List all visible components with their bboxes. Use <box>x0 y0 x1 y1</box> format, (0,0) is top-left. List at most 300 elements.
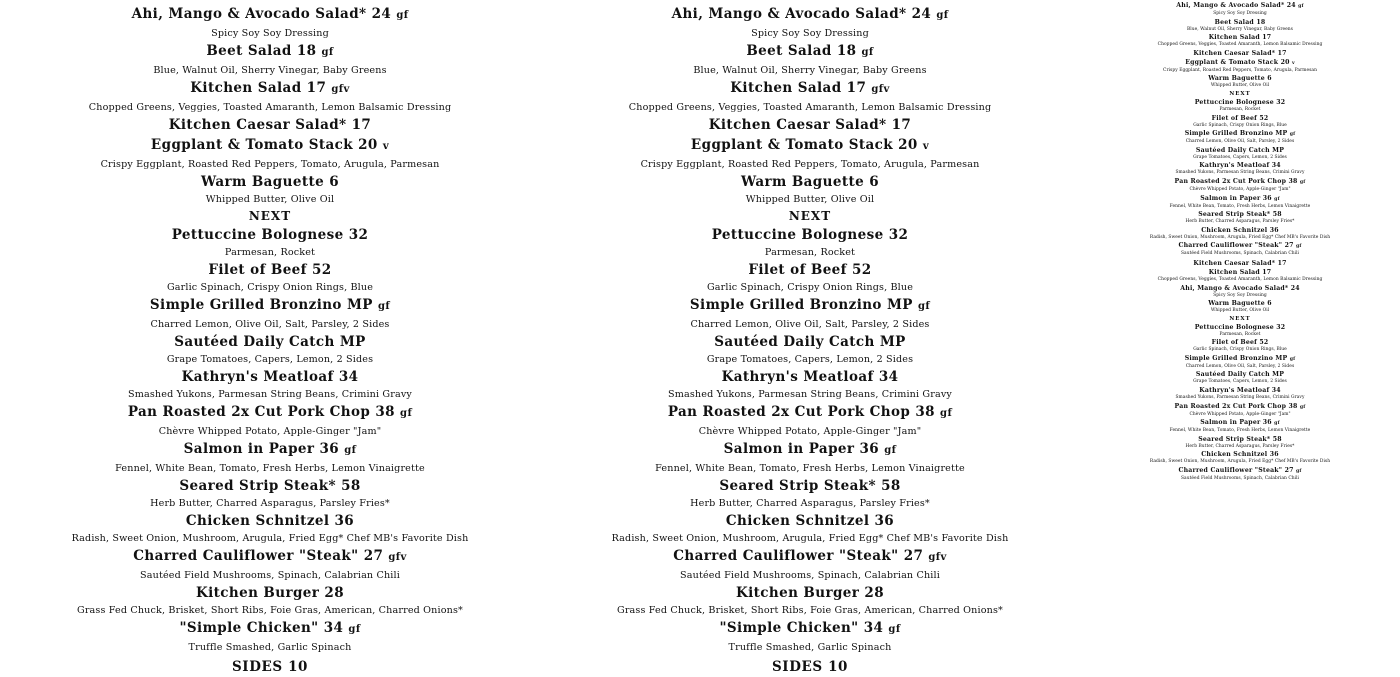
menu-item-label: Salmon in Paper <box>1200 194 1261 202</box>
menu-item-name <box>1084 98 1396 107</box>
menu-item-label: Ahi, Mango & Avocado Salad* <box>1176 2 1285 9</box>
menu-item-description: Spicy Soy Soy Dressing <box>1213 292 1267 298</box>
menu-item-name <box>8 402 532 424</box>
menu-item-name <box>548 439 1072 461</box>
menu-item-description: Garlic Spinach, Crispy Onion Rings, Blue <box>706 282 914 293</box>
menu-item-price: 20 <box>358 137 378 153</box>
menu-item <box>548 476 1072 511</box>
menu-item-name <box>8 367 532 387</box>
menu-item-price: 17 <box>846 80 867 96</box>
menu-column-middle <box>540 0 1080 675</box>
menu-item-description: Crispy Eggplant, Roasted Red Peppers, Tomato, Arugula, Parmesan <box>1163 67 1317 73</box>
menu-item <box>548 4 1072 41</box>
menu-item-description: Grape Tomatoes, Capers, Lemon, 2 Sides <box>1193 379 1287 385</box>
menu-item-description: Chèvre Whipped Potato, Apple-Ginger "Jam" <box>1189 411 1291 417</box>
menu-item-price: 17 <box>1262 268 1272 276</box>
menu-item-name <box>548 332 1072 352</box>
menu-item-description: Chopped Greens, Veggies, Toasted Amaranth, Lemon Balsamic Dressing <box>1157 42 1323 48</box>
menu-item-name <box>8 78 532 100</box>
menu-item-price: 27 <box>1284 467 1294 475</box>
menu-item-description: Radish, Sweet Onion, Mushroom, Arugula, Fried Egg* Chef MB's Favorite Dish <box>71 533 469 544</box>
menu-item <box>8 295 532 332</box>
menu-item-price: 32 <box>888 227 909 243</box>
menu-item <box>8 511 532 546</box>
menu-item-unit: gf <box>331 84 344 95</box>
menu-item-label: Beet Salad <box>746 43 832 59</box>
menu-item <box>1084 402 1396 419</box>
menu-item-label: Pettuccine Bolognese <box>711 227 884 243</box>
menu-item <box>8 618 532 655</box>
menu-item-name <box>8 546 532 568</box>
menu-item-price: MP <box>346 297 373 313</box>
menu-section-next: NEXT <box>1229 90 1251 97</box>
menu-item-description: Grape Tomatoes, Capers, Lemon, 2 Sides <box>166 354 374 365</box>
menu-item-label: Simple Grilled Bronzino <box>149 297 342 313</box>
menu-item-price: 36 <box>859 441 880 457</box>
menu-item-label: Kathryn's Meatloaf <box>721 369 874 385</box>
menu-item <box>548 546 1072 583</box>
menu-item-price: MP <box>1275 130 1288 138</box>
menu-item-label: Pettuccine Bolognese <box>1194 323 1274 331</box>
menu-item <box>548 367 1072 402</box>
menu-item <box>1084 58 1396 75</box>
menu-item-name <box>1084 194 1396 204</box>
menu-item-price: 17 <box>891 117 912 133</box>
menu-item-description: Crispy Eggplant, Roasted Red Peppers, Tomato, Arugula, Parmesan <box>640 159 980 170</box>
menu-item-label: Charred Cauliflower "Steak" <box>673 548 899 564</box>
menu-item-price: 18 <box>296 43 317 59</box>
menu-item <box>8 476 532 511</box>
menu-item <box>1084 114 1396 130</box>
menu-item-price: MP <box>1275 354 1288 362</box>
menu-item-price: 17 <box>1277 49 1287 57</box>
menu-item <box>548 402 1072 439</box>
menu-item-unit: gf <box>1289 356 1296 362</box>
menu-section-next: NEXT <box>248 209 292 223</box>
menu-item-label: Beet Salad <box>206 43 292 59</box>
menu-item-price: 38 <box>375 404 395 420</box>
menu-item <box>1084 194 1396 211</box>
menu-item <box>8 135 532 172</box>
menu-item <box>8 367 532 402</box>
menu-item <box>8 583 532 618</box>
menu-item-description: Radish, Sweet Onion, Mushroom, Arugula, Fried Egg* Chef MB's Favorite Dish <box>1149 459 1331 465</box>
menu-item-label: Filet of Beef <box>208 262 307 278</box>
menu-item-label: Ahi, Mango & Avocado Salad* <box>671 6 907 22</box>
menu-item-price: 20 <box>1280 58 1290 66</box>
menu-item-vegetarian-mark: v <box>940 552 947 563</box>
menu-item-unit: gf <box>940 408 953 419</box>
menu-item <box>8 332 532 367</box>
menu-item-label: Ahi, Mango & Avocado Salad* <box>131 6 367 22</box>
menu-item-vegetarian-mark: v <box>400 552 407 563</box>
menu-item-description: Charred Lemon, Olive Oil, Salt, Parsley, 2 Sides <box>1185 363 1295 369</box>
menu-item-description: Whipped Butter, Olive Oil <box>1210 83 1270 89</box>
menu-item-name <box>1084 1 1396 11</box>
menu-item-unit: gf <box>1299 404 1306 410</box>
menu-item <box>1084 74 1396 90</box>
menu-item-price: 58 <box>341 478 361 494</box>
menu-item-name <box>1084 18 1396 27</box>
menu-item-price: 38 <box>915 404 935 420</box>
menu-item-label: Eggplant & Tomato Stack <box>690 137 894 153</box>
menu-item-label: Simple Grilled Bronzino <box>689 297 882 313</box>
menu-item-vegetarian-mark: v <box>343 84 350 95</box>
menu-item-description: Crispy Eggplant, Roasted Red Peppers, Tomato, Arugula, Parmesan <box>100 159 440 170</box>
menu-item-price: 58 <box>1272 435 1282 443</box>
menu-item-label: Kathryn's Meatloaf <box>1199 387 1270 395</box>
menu-item-price: 34 <box>338 369 359 385</box>
sides-heading <box>8 657 532 677</box>
sides-heading <box>548 657 1072 677</box>
menu-item-name <box>548 402 1072 424</box>
menu-item-description: Grass Fed Chuck, Brisket, Short Ribs, Foie Gras, American, Charred Onions* <box>617 605 1003 616</box>
menu-item-label: Chicken Schnitzel <box>1201 226 1268 234</box>
menu-item-name <box>1084 323 1396 332</box>
menu-item-label: Beet Salad <box>1214 18 1254 26</box>
menu-item-description: Grape Tomatoes, Capers, Lemon, 2 Sides <box>706 354 914 365</box>
menu-item-label: Seared Strip Steak* <box>719 478 876 494</box>
menu-item-name <box>548 115 1072 135</box>
menu-item <box>548 172 1072 207</box>
menu-item-unit: gf <box>1274 196 1280 202</box>
menu-item-description: Spicy Soy Soy Dressing <box>211 28 329 39</box>
menu-item-price: 34 <box>863 620 884 636</box>
menu-item-unit: gf <box>377 301 391 312</box>
menu-item-description: Grass Fed Chuck, Brisket, Short Ribs, Foie Gras, American, Charred Onions* <box>77 605 463 616</box>
menu-item-label: Charred Cauliflower "Steak" <box>1178 242 1283 250</box>
menu-item-price: 27 <box>363 548 384 564</box>
menu-item <box>1084 177 1396 194</box>
menu-item-description: Chèvre Whipped Potato, Apple-Ginger "Jam" <box>698 426 922 437</box>
menu-item-name <box>1084 338 1396 347</box>
menu-item <box>1084 33 1396 49</box>
menu-item-name <box>1084 386 1396 395</box>
menu-item-unit: gf <box>1298 4 1304 9</box>
menu-item-unit: gf <box>1295 244 1302 250</box>
menu-item <box>548 332 1072 367</box>
menu-item <box>1084 1 1396 18</box>
menu-item-description: Radish, Sweet Onion, Mushroom, Arugula, Fried Egg* Chef MB's Favorite Dish <box>1149 234 1331 240</box>
menu-item <box>548 618 1072 655</box>
menu-item-description: Chopped Greens, Veggies, Toasted Amaranth, Lemon Balsamic Dressing <box>628 102 992 113</box>
menu-item-description: Spicy Soy Soy Dressing <box>1213 11 1267 16</box>
menu-item-price: MP <box>886 297 913 313</box>
menu-item-description: Parmesan, Rocket <box>224 247 316 258</box>
menu-item-price: 32 <box>348 227 369 243</box>
menu-item-price: 58 <box>1272 211 1282 219</box>
menu-item-vegetarian-mark: v <box>382 141 390 152</box>
menu-item-unit: gf <box>871 84 884 95</box>
menu-item <box>8 546 532 583</box>
menu-item-label: Kitchen Salad <box>730 80 842 96</box>
menu-item-label: Salmon in Paper <box>723 441 855 457</box>
menu-item-label: Kitchen Caesar Salad* <box>168 117 347 133</box>
menu-item-label: Kitchen Caesar Salad* <box>1193 49 1276 57</box>
menu-item-label: Pan Roasted 2x Cut Pork Chop <box>127 404 371 420</box>
menu-item <box>8 402 532 439</box>
menu-item-description: Herb Butter, Charred Asparagus, Parsley Fries* <box>150 498 390 509</box>
menu-item-name <box>1084 284 1396 293</box>
menu-item <box>1084 49 1396 58</box>
menu-item-price: 6 <box>1267 300 1272 308</box>
menu-item-label: Kathryn's Meatloaf <box>181 369 334 385</box>
menu-item-label: Chicken Schnitzel <box>185 513 330 529</box>
menu-item-description: Whipped Butter, Olive Oil <box>745 194 875 205</box>
menu-item-name <box>1084 259 1396 268</box>
menu-item-name <box>548 546 1072 568</box>
menu-item-description: Chèvre Whipped Potato, Apple-Ginger "Jam" <box>1189 186 1291 192</box>
menu-item <box>8 78 532 115</box>
menu-item-price: 17 <box>1277 259 1287 267</box>
menu-item-price: 52 <box>312 262 332 278</box>
menu-item-unit: gf <box>1274 421 1280 427</box>
menu-item-label: Kitchen Burger <box>195 585 320 601</box>
menu-item-price: 34 <box>1271 387 1281 395</box>
menu-item-description: Radish, Sweet Onion, Mushroom, Arugula, Fried Egg* Chef MB's Favorite Dish <box>611 533 1009 544</box>
menu-item <box>1084 386 1396 402</box>
menu-item-price: MP <box>1272 146 1285 154</box>
sides-label: SIDES <box>771 659 823 675</box>
menu-item-name <box>1084 370 1396 379</box>
menu-item <box>548 439 1072 476</box>
menu-item-name <box>1084 354 1396 364</box>
menu-item-price: 6 <box>329 174 339 190</box>
menu-item <box>1084 146 1396 162</box>
menu-item-price: 27 <box>903 548 924 564</box>
menu-item-name <box>8 618 532 640</box>
menu-item-label: Sautéed Daily Catch <box>1195 371 1270 379</box>
menu-item-label: Charred Cauliflower "Steak" <box>133 548 359 564</box>
menu-item-name <box>548 78 1072 100</box>
menu-item-name <box>8 439 532 461</box>
menu-item-name <box>1084 177 1396 187</box>
menu-item-description: Herb Butter, Charred Asparagus, Parsley Fries* <box>1185 443 1295 449</box>
menu-item <box>548 41 1072 78</box>
menu-item-name <box>548 618 1072 640</box>
menu-item-name <box>548 583 1072 603</box>
menu-item-label: Seared Strip Steak* <box>1198 211 1271 219</box>
menu-item-description: Fennel, White Bean, Tomato, Fresh Herbs, Lemon Vinaigrette <box>1169 203 1311 209</box>
menu-item-description: Sautéed Field Mushrooms, Spinach, Calabrian Chili <box>680 570 940 581</box>
menu-item-unit: gf <box>348 624 361 635</box>
menu-item <box>1084 98 1396 114</box>
menu-item-description: Chopped Greens, Veggies, Toasted Amaranth, Lemon Balsamic Dressing <box>1157 276 1323 282</box>
menu-item-price: 52 <box>852 262 872 278</box>
menu-item-name <box>1084 210 1396 219</box>
menu-item <box>1084 450 1396 466</box>
menu-item-price: 18 <box>836 43 857 59</box>
menu-item-name <box>1084 58 1396 68</box>
menu-item-price: 24 <box>1290 284 1300 292</box>
menu-item-description: Garlic Spinach, Crispy Onion Rings, Blue <box>166 282 374 293</box>
menu-item-name <box>548 260 1072 280</box>
menu-item <box>548 225 1072 260</box>
menu-item-label: Salmon in Paper <box>183 441 315 457</box>
menu-item-name <box>1084 49 1396 58</box>
menu-list-right-bottom <box>1080 258 1400 483</box>
menu-item-description: Blue, Walnut Oil, Sherry Vinegar, Baby Greens <box>1187 26 1293 32</box>
menu-item-name <box>1084 226 1396 235</box>
menu-item-description: Charred Lemon, Olive Oil, Salt, Parsley, 2 Sides <box>1185 139 1295 145</box>
menu-item-price: 34 <box>878 369 899 385</box>
menu-item-name <box>1084 146 1396 155</box>
menu-item <box>1084 210 1396 226</box>
menu-item-price: 36 <box>1262 194 1272 202</box>
menu-item-description: Parmesan, Rocket <box>1219 331 1261 337</box>
menu-list-middle <box>540 0 1080 677</box>
menu-item-name <box>548 367 1072 387</box>
menu-item-unit: gf <box>396 10 409 21</box>
menu-item-label: Seared Strip Steak* <box>179 478 336 494</box>
menu-item-price: 52 <box>1259 114 1269 122</box>
menu-item <box>1084 241 1396 258</box>
menu-item-name <box>8 225 532 245</box>
menu-item-description: Garlic Spinach, Crispy Onion Rings, Blue <box>1193 347 1287 353</box>
menu-item-label: Kitchen Salad <box>1208 268 1260 276</box>
menu-item-label: Pettuccine Bolognese <box>171 227 344 243</box>
menu-item-name <box>1084 241 1396 251</box>
menu-item-vegetarian-mark: v <box>883 84 890 95</box>
menu-item-price: 17 <box>306 80 327 96</box>
menu-item <box>1084 226 1396 242</box>
menu-item-label: Kitchen Caesar Salad* <box>708 117 887 133</box>
menu-list-right-top <box>1080 0 1400 258</box>
menu-item-label: Pan Roasted 2x Cut Pork Chop <box>1174 177 1287 185</box>
menu-item-price: 32 <box>1276 323 1286 331</box>
menu-item-description: Sautéed Field Mushrooms, Spinach, Calabrian Chili <box>1180 251 1300 257</box>
menu-item-price: 6 <box>1267 75 1272 83</box>
menu-item-label: "Simple Chicken" <box>719 620 859 636</box>
menu-item-name <box>548 135 1072 157</box>
menu-item-label: Ahi, Mango & Avocado Salad* <box>1180 284 1289 292</box>
menu-item-description: Smashed Yukons, Parmesan String Beans, Crimini Gravy <box>1175 170 1305 176</box>
menu-item-description: Fennel, White Bean, Tomato, Fresh Herbs, Lemon Vinaigrette <box>655 463 965 474</box>
menu-item-label: Eggplant & Tomato Stack <box>1185 58 1279 66</box>
menu-item <box>548 583 1072 618</box>
sides-price: 10 <box>288 659 309 675</box>
menu-item-label: Charred Cauliflower "Steak" <box>1178 467 1283 475</box>
menu-item <box>1084 129 1396 146</box>
menu-item-description: Truffle Smashed, Garlic Spinach <box>188 642 352 653</box>
menu-item-label: Sautéed Daily Catch <box>714 334 875 350</box>
menu-item-vegetarian-mark: v <box>1291 60 1295 66</box>
menu-item <box>8 172 532 207</box>
menu-item-price: 24 <box>911 6 932 22</box>
menu-item-label: Filet of Beef <box>748 262 847 278</box>
menu-item-description: Fennel, White Bean, Tomato, Fresh Herbs, Lemon Vinaigrette <box>115 463 425 474</box>
menu-item-description: Garlic Spinach, Crispy Onion Rings, Blue <box>1193 122 1287 128</box>
menu-item-name <box>1084 33 1396 42</box>
menu-item-label: Kitchen Burger <box>735 585 860 601</box>
menu-item-label: Warm Baguette <box>1208 75 1265 83</box>
menu-item-name <box>1084 299 1396 308</box>
menu-item-description: Blue, Walnut Oil, Sherry Vinegar, Baby Greens <box>153 65 387 76</box>
menu-item-name <box>8 172 532 192</box>
menu-item-name <box>8 583 532 603</box>
menu-item-label: Pan Roasted 2x Cut Pork Chop <box>1174 402 1287 410</box>
menu-item-unit: gf <box>936 10 949 21</box>
menu-item-name <box>548 511 1072 531</box>
menu-item <box>1084 284 1396 300</box>
menu-item-name <box>8 4 532 26</box>
menu-item-description: Spicy Soy Soy Dressing <box>751 28 869 39</box>
menu-item-label: Sautéed Daily Catch <box>174 334 335 350</box>
menu-item-description: Chèvre Whipped Potato, Apple-Ginger "Jam" <box>158 426 382 437</box>
menu-item <box>548 135 1072 172</box>
menu-item-label: Warm Baguette <box>200 174 325 190</box>
menu-item-price: 36 <box>334 513 355 529</box>
menu-item-name <box>548 41 1072 63</box>
menu-item-label: Pettuccine Bolognese <box>1194 98 1274 106</box>
menu-item-price: 34 <box>323 620 344 636</box>
menu-item-label: Simple Grilled Bronzino <box>1184 130 1274 138</box>
menu-item <box>1084 161 1396 177</box>
menu-item-label: Chicken Schnitzel <box>725 513 870 529</box>
menu-item-price: 36 <box>1262 419 1272 427</box>
sides-label: SIDES <box>231 659 283 675</box>
menu-item-vegetarian-mark: v <box>922 141 930 152</box>
menu-item-unit: gf <box>321 47 334 58</box>
menu-item-label: Kitchen Salad <box>1208 34 1260 42</box>
menu-item <box>548 115 1072 135</box>
menu-item <box>1084 435 1396 451</box>
menu-item-name <box>8 135 532 157</box>
menu-item <box>1084 18 1396 34</box>
menu-item-label: Seared Strip Steak* <box>1198 435 1271 443</box>
menu-item <box>8 41 532 78</box>
menu-item-unit: gf <box>1299 179 1306 185</box>
menu-item-price: 38 <box>1288 402 1298 410</box>
menu-item <box>1084 268 1396 284</box>
menu-item-price: 17 <box>1262 34 1272 42</box>
menu-item <box>1084 466 1396 483</box>
menu-item <box>1084 299 1396 315</box>
menu-item <box>8 260 532 295</box>
menu-item-name <box>1084 114 1396 123</box>
menu-item <box>548 295 1072 332</box>
sides-price: 10 <box>828 659 849 675</box>
menu-item-price: 20 <box>898 137 918 153</box>
menu-item-price: 58 <box>881 478 901 494</box>
menu-item <box>1084 323 1396 339</box>
menu-item-label: Filet of Beef <box>1211 339 1257 347</box>
menu-item-price: MP <box>879 334 906 350</box>
menu-item-name <box>8 295 532 317</box>
menu-item-name <box>1084 74 1396 83</box>
menu-item-description: Herb Butter, Charred Asparagus, Parsley Fries* <box>690 498 930 509</box>
menu-item <box>548 511 1072 546</box>
menu-item-price: 36 <box>319 441 340 457</box>
menu-item-description: Herb Butter, Charred Asparagus, Parsley Fries* <box>1185 219 1295 225</box>
menu-item <box>1084 259 1396 268</box>
menu-item-label: Simple Grilled Bronzino <box>1184 354 1274 362</box>
menu-item-name <box>548 4 1072 26</box>
menu-item-description: Fennel, White Bean, Tomato, Fresh Herbs, Lemon Vinaigrette <box>1169 428 1311 434</box>
menu-item-description: Whipped Butter, Olive Oil <box>1210 308 1270 314</box>
menu-item-unit: gf <box>888 624 901 635</box>
menu-item-unit: gf <box>400 408 413 419</box>
menu-item-price: 36 <box>1269 226 1279 234</box>
menu-item-unit: gf <box>917 301 931 312</box>
menu-item-name <box>548 295 1072 317</box>
menu-column-right-thumbnail <box>1080 0 1400 500</box>
menu-item-name <box>1084 450 1396 459</box>
menu-item-name <box>1084 268 1396 277</box>
menu-item-price: 32 <box>1276 98 1286 106</box>
menu-item <box>8 439 532 476</box>
menu-item-unit: gf <box>344 445 357 456</box>
